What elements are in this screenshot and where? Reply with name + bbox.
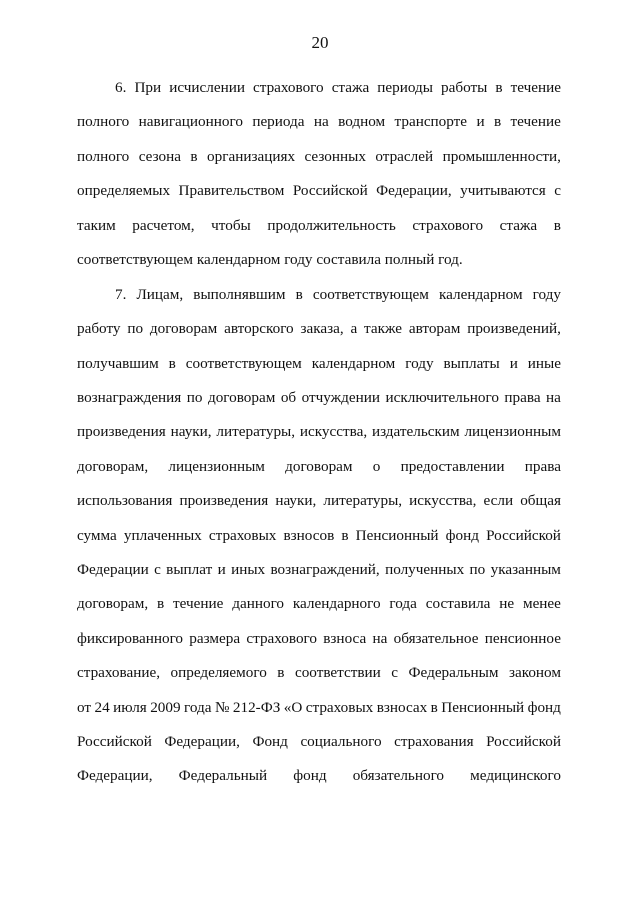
word: отчуждении xyxy=(301,389,381,407)
word: Федерации, xyxy=(77,767,153,785)
word: авторского xyxy=(224,320,294,338)
word: издательским xyxy=(371,423,460,441)
word: уплаченных xyxy=(123,526,202,544)
word: обязательного xyxy=(352,767,445,785)
text-line xyxy=(77,209,561,243)
word: сезонных xyxy=(304,147,366,165)
word: литературы, xyxy=(216,423,296,441)
word: № xyxy=(214,698,230,716)
word: течение xyxy=(510,113,561,131)
word: году xyxy=(532,285,561,303)
paragraph xyxy=(77,278,561,794)
word: науки, xyxy=(170,423,212,441)
text-line xyxy=(77,347,561,381)
word: соответствующем xyxy=(77,250,197,268)
word: фонд xyxy=(293,767,327,785)
word: сумма xyxy=(77,526,117,544)
word: права xyxy=(524,457,561,475)
word: о xyxy=(372,457,381,475)
word: полного xyxy=(77,147,130,165)
word: страхование, xyxy=(77,664,161,682)
text-line xyxy=(77,553,561,587)
word: на xyxy=(372,629,388,647)
word: об xyxy=(280,389,297,407)
word: по xyxy=(186,389,203,407)
text-line xyxy=(77,174,561,208)
word: определяемых xyxy=(77,182,171,200)
word: в xyxy=(341,526,349,544)
word: Федерации, xyxy=(164,732,240,750)
text-line xyxy=(77,691,561,725)
word: расчетом, xyxy=(132,216,195,234)
word: Российской xyxy=(77,732,152,750)
word: промышленности, xyxy=(442,147,561,165)
text-line xyxy=(77,656,561,690)
word: Федерации xyxy=(77,560,149,578)
word: страхового xyxy=(253,79,324,96)
word: договорам xyxy=(285,457,353,475)
word: Российской xyxy=(486,732,561,750)
text-line xyxy=(77,140,561,174)
word: и xyxy=(509,354,518,372)
word: в xyxy=(277,664,285,682)
word: организациях xyxy=(207,147,296,165)
word: соответствии xyxy=(294,664,381,682)
word: фиксированного xyxy=(77,629,184,647)
word: искусства, xyxy=(409,492,477,510)
word: периода xyxy=(252,113,305,131)
word: выполнявшим xyxy=(193,285,286,303)
word: транспорте xyxy=(394,113,468,131)
page-number: 20 xyxy=(311,33,329,52)
word: Правительством xyxy=(178,182,285,200)
text-line xyxy=(77,415,561,449)
word: указанным xyxy=(490,560,561,578)
text-line xyxy=(77,484,561,518)
word: по xyxy=(127,320,144,338)
word: страхового xyxy=(246,629,317,647)
word: с xyxy=(154,560,161,578)
word: заказа, xyxy=(300,320,344,338)
word: Пенсионный xyxy=(441,698,525,716)
word: взносах xyxy=(376,698,428,716)
word: календарном xyxy=(196,250,285,268)
word: в xyxy=(493,113,502,131)
word: «О xyxy=(283,698,303,716)
word: в xyxy=(495,79,503,96)
word: чтобы xyxy=(211,216,251,234)
word: и xyxy=(217,560,226,578)
word: в xyxy=(157,595,165,613)
word: стажа xyxy=(331,79,370,96)
word: 2009 xyxy=(150,698,181,716)
word: страхового xyxy=(412,216,484,234)
word: лицензионным xyxy=(168,457,265,475)
word: пенсионное xyxy=(484,629,561,647)
word: 7. xyxy=(115,285,127,303)
document-body xyxy=(77,71,561,794)
word: 6. xyxy=(115,79,127,96)
word: в xyxy=(430,698,438,716)
word: сезона xyxy=(138,147,181,165)
word: навигационного xyxy=(138,113,243,131)
word: полного xyxy=(77,113,130,131)
word: не xyxy=(499,595,515,613)
word: учитываются xyxy=(460,182,546,200)
text-line xyxy=(77,243,561,277)
word: также xyxy=(364,320,403,338)
word: данного xyxy=(232,595,285,613)
word: июля xyxy=(113,698,147,716)
word: с xyxy=(554,182,561,200)
word: определяемого xyxy=(170,664,267,682)
text-line xyxy=(77,725,561,759)
word: вознаграждений, xyxy=(270,560,380,578)
text-line xyxy=(77,312,561,346)
word: страхования xyxy=(394,732,474,750)
word: календарного xyxy=(292,595,381,613)
word: исключительного xyxy=(385,389,499,407)
word: использования xyxy=(77,492,173,510)
word: получавшим xyxy=(77,354,159,372)
word: в xyxy=(168,354,176,372)
word: года xyxy=(389,595,417,613)
text-line xyxy=(77,519,561,553)
word: на xyxy=(313,113,329,131)
text-line xyxy=(77,450,561,484)
text-line xyxy=(77,622,561,656)
text-line xyxy=(77,278,561,312)
word: работы xyxy=(441,79,488,96)
word: Фонд xyxy=(252,732,288,750)
word: Федеральным xyxy=(408,664,499,682)
word: взносов xyxy=(283,526,335,544)
word: иные xyxy=(527,354,561,372)
word: 24 xyxy=(94,698,110,716)
word: фонд xyxy=(527,698,561,716)
word: договорам xyxy=(207,389,276,407)
word: права xyxy=(504,389,541,407)
paragraph xyxy=(77,71,561,277)
word: социального xyxy=(300,732,382,750)
word: соответствующем xyxy=(312,285,429,303)
word: При xyxy=(134,79,162,96)
word: исчислении xyxy=(169,79,245,96)
word: предоставлении xyxy=(400,457,505,475)
word: периоды xyxy=(377,79,433,96)
word: водном xyxy=(338,113,386,131)
word: лицензионным xyxy=(464,423,561,441)
word: менее xyxy=(522,595,561,613)
word: год. xyxy=(438,250,463,268)
word: с xyxy=(391,664,399,682)
word: Лицам, xyxy=(136,285,184,303)
word: Федеральный xyxy=(178,767,268,785)
word: выплат xyxy=(166,560,213,578)
word: течение xyxy=(510,79,561,96)
word: составила xyxy=(425,595,491,613)
word: произведения xyxy=(77,423,166,441)
word: Российской xyxy=(486,526,561,544)
word: произведения xyxy=(179,492,269,510)
word: таким xyxy=(77,216,116,234)
word: договорам, xyxy=(77,595,149,613)
word: году xyxy=(284,250,317,268)
word: на xyxy=(546,389,561,407)
word: произведений, xyxy=(467,320,561,338)
word: составила xyxy=(316,250,385,268)
word: в xyxy=(190,147,198,165)
word: размера xyxy=(189,629,241,647)
word: вознаграждения xyxy=(77,389,182,407)
word: Российской xyxy=(292,182,368,200)
word: продолжительность xyxy=(267,216,396,234)
word: работу xyxy=(77,320,121,338)
word: календарном xyxy=(311,354,396,372)
word: течение xyxy=(173,595,224,613)
word: взноса xyxy=(323,629,367,647)
text-line xyxy=(77,71,561,105)
word: договорам xyxy=(149,320,218,338)
word: полный xyxy=(384,250,439,268)
word: от xyxy=(77,698,92,716)
word: законом xyxy=(508,664,561,682)
word: в xyxy=(295,285,303,303)
word: стажа xyxy=(499,216,538,234)
word: соответствующем xyxy=(185,354,302,372)
word: Федерации, xyxy=(376,182,452,200)
word: договорам, xyxy=(77,457,149,475)
word: полученных xyxy=(385,560,465,578)
word: если xyxy=(483,492,514,510)
word: календарном xyxy=(438,285,523,303)
word: по xyxy=(469,560,486,578)
text-line xyxy=(77,381,561,415)
word: отраслей xyxy=(375,147,434,165)
word: фонд xyxy=(445,526,479,544)
word: авторам xyxy=(408,320,461,338)
word: году xyxy=(405,354,434,372)
text-line xyxy=(77,587,561,621)
word: года xyxy=(184,698,212,716)
word: в xyxy=(553,216,561,234)
word: выплаты xyxy=(443,354,500,372)
text-line xyxy=(77,105,561,139)
word: а xyxy=(350,320,358,338)
text-line xyxy=(77,759,561,793)
word: Пенсионный xyxy=(355,526,439,544)
word: 212-ФЗ xyxy=(232,698,281,716)
word: литературы, xyxy=(323,492,403,510)
word: общая xyxy=(520,492,561,510)
word: и xyxy=(476,113,485,131)
word: страховых xyxy=(305,698,374,716)
word: медицинского xyxy=(470,767,561,785)
word: искусства, xyxy=(299,423,368,441)
word: страховых xyxy=(208,526,277,544)
word: науки, xyxy=(275,492,317,510)
word: обязательное xyxy=(393,629,479,647)
word: иных xyxy=(231,560,266,578)
